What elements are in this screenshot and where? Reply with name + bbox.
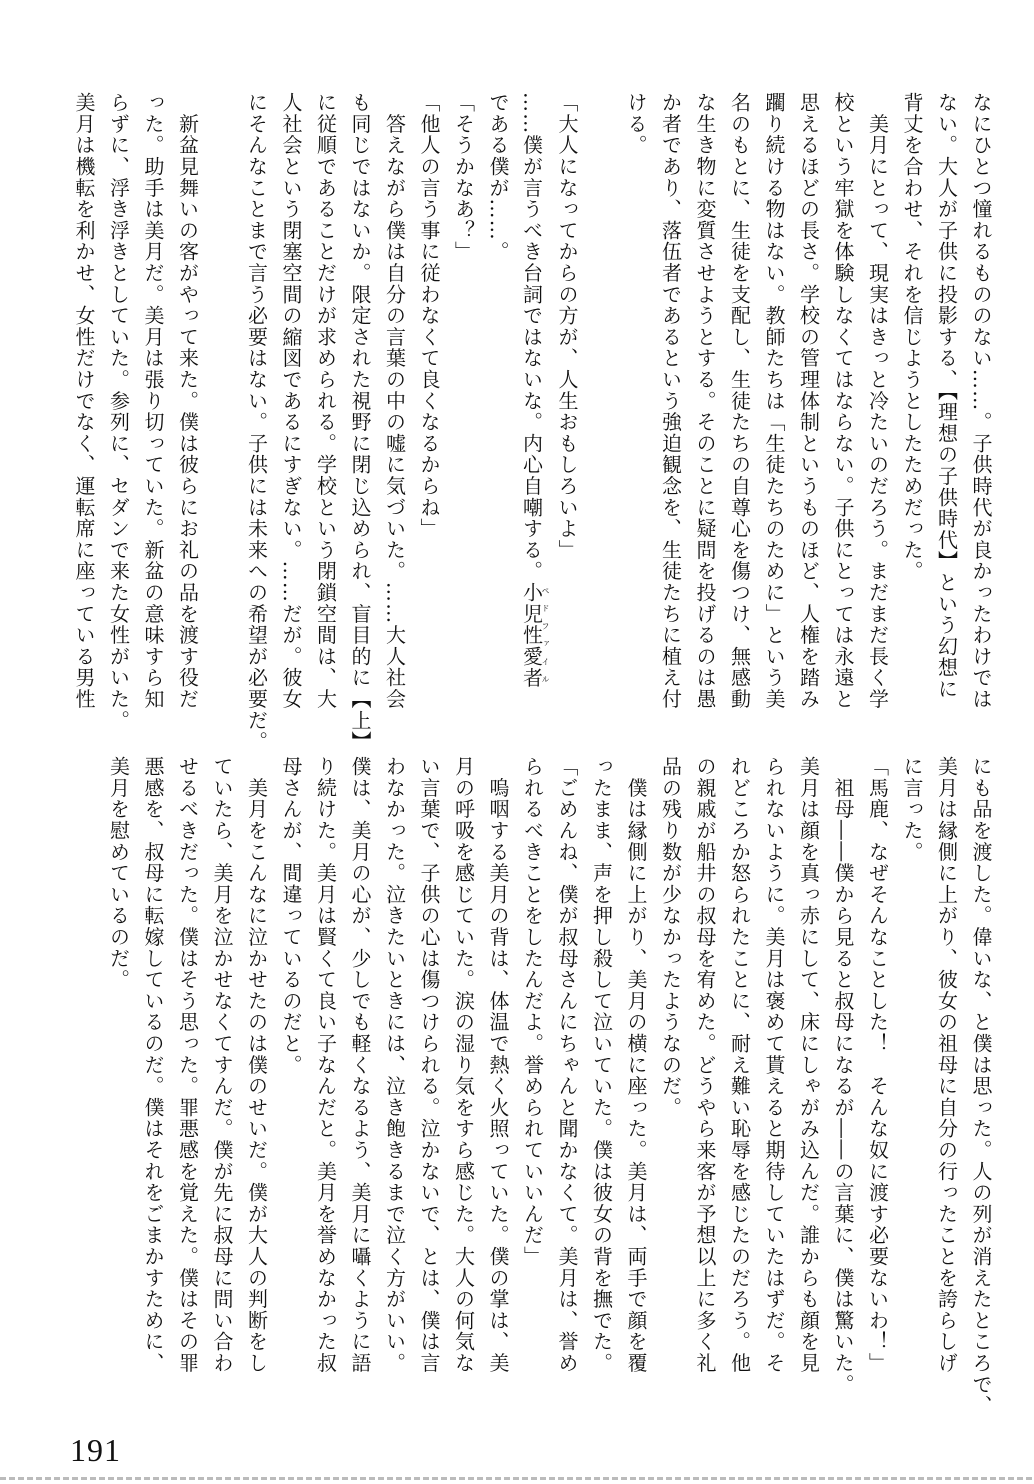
text-column: 「大人になってからの方が、人生おもしろいよ」 bbox=[555, 92, 579, 561]
text-column: にそんなことまで言う必要はない。子供には未来への希望が必要だ。 bbox=[244, 92, 269, 753]
page-number: 191 bbox=[70, 1432, 121, 1468]
text-column: 名のもとに、生徒を支配し、生徒たちの自尊心を傷つけ、無感動 bbox=[727, 92, 752, 710]
text-column: い言葉で、子供の心は傷つけられる。泣かないで、とは、僕は言 bbox=[417, 756, 441, 1374]
text-column: 美月にとって、現実はきっと冷たいのだろう。まだまだ長く学 bbox=[865, 92, 890, 710]
text-column: 美月は縁側に上がり、彼女の祖母に自分の行ったことを誇らしげ bbox=[934, 756, 959, 1374]
text-column: 月の呼吸を感じていた。涙の湿り気をすら感じた。大人の何気な bbox=[451, 756, 476, 1374]
text-column: せるべきだった。僕はそう思った。罪悪感を覚えた。僕はその罪 bbox=[175, 756, 200, 1374]
text-column: 「ごめんね、僕が叔母さんにちゃんと聞かなくて。美月は、誉め bbox=[555, 756, 579, 1374]
text-column: られないように。美月は褒めて貰えると期待していたはずだ。そ bbox=[762, 756, 786, 1374]
text-column: にも品を渡した。偉いな、と僕は思った。人の列が消えたところで、 bbox=[969, 756, 993, 1417]
text-column: 「他人の言う事に従わなくて良くなるからね」 bbox=[417, 92, 441, 540]
text-column: った。助手は美月だ。美月は張り切っていた。新盆の意味すら知 bbox=[141, 92, 165, 710]
text-column: ったまま、声を押し殺して泣いていた。僕は彼女の背を撫でた。 bbox=[589, 756, 614, 1374]
text-column: 僕は、美月の心が、少しでも軽くなるよう、美月に囁くように語 bbox=[348, 756, 372, 1374]
scan-artifact-line bbox=[0, 1477, 1034, 1480]
text-column: 美月を慰めているのだ。 bbox=[106, 756, 131, 991]
text-column: の親戚が船井の叔母を宥めた。どうやら来客が予想以上に多く礼 bbox=[693, 756, 717, 1374]
text-column: 美月は機転を利かせ、女性だけでなく、運転席に座っている男性 bbox=[72, 92, 96, 710]
text-column: 品の残り数が少なかったようなのだ。 bbox=[658, 756, 683, 1119]
text-column: 新盆見舞いの客がやって来た。僕は彼らにお礼の品を渡す役だ bbox=[175, 92, 200, 710]
text-column: ける。 bbox=[624, 92, 648, 156]
text-column: 祖母――僕から見ると叔母になるが――の言葉に、僕は驚いた。 bbox=[831, 756, 855, 1395]
text-column: 躙り続ける物はない。教師たちは「生徒たちのために」という美 bbox=[762, 92, 786, 710]
text-column: 人社会という閉塞空間の縮図であるにすぎない。……だが。彼女 bbox=[279, 92, 303, 710]
text-column bbox=[515, 92, 550, 732]
text-column: に従順であることだけが求められる。学校という閉鎖空間は、大 bbox=[313, 92, 338, 710]
text-column: 美月は顔を真っ赤にして、床にしゃがみ込んだ。誰からも顔を見 bbox=[796, 756, 821, 1374]
text-column: 「そうかなあ？」 bbox=[451, 92, 476, 263]
lower-text-block bbox=[101, 756, 998, 1421]
text-column: なにひとつ憧れるもののない……。子供時代が良かったわけでは bbox=[969, 92, 993, 710]
text-column: わなかった。泣きたいときには、泣き飽きるまで泣く方がいい。 bbox=[382, 756, 407, 1374]
text-column: 僕は縁側に上がり、美月の横に座った。美月は、両手で顔を覆 bbox=[624, 756, 648, 1374]
text-column: らずに、浮き浮きとしていた。参列に、セダンで来た女性がいた。 bbox=[106, 92, 131, 731]
text-column: 美月をこんなに泣かせたのは僕のせいだ。僕が大人の判断をし bbox=[244, 756, 269, 1374]
text-column: れどころか怒られたことに、耐え難い恥辱を感じたのだろう。他 bbox=[727, 756, 752, 1374]
text-column bbox=[205, 92, 240, 732]
text-column: 答えながら僕は自分の言葉の中の嘘に気づいた。……大人社会 bbox=[382, 92, 407, 710]
text-column: な生き物に変質させようとする。そのことに疑問を投げるのは愚 bbox=[693, 92, 717, 710]
ruby-base: 小児性愛者 bbox=[519, 581, 544, 689]
upper-text-block bbox=[67, 92, 999, 753]
text-column: 「馬鹿、なぜそんなことした！ そんな奴に渡す必要ないわ！」 bbox=[865, 756, 890, 1374]
text-column: り続けた。美月は賢くて良い子なんだと。美月を誉めなかった叔 bbox=[313, 756, 338, 1374]
text-column: 思えるほどの長さ。学校の管理体制というものほど、人権を踏み bbox=[796, 92, 821, 710]
text-column: られるべきことをしたんだよ。誉められていいんだ」 bbox=[520, 756, 545, 1268]
ruby-annotated-word bbox=[519, 581, 550, 689]
ruby-reading: ペドファイル bbox=[541, 581, 550, 689]
text-column: に言った。 bbox=[900, 756, 924, 863]
column-text: ……僕が言うべき台詞ではないな。内心自嘲する。 bbox=[519, 92, 544, 582]
text-column: 背丈を合わせ、それを信じようとしたためだった。 bbox=[900, 92, 924, 582]
text-column: 母さんが、間違っているのだと。 bbox=[279, 756, 303, 1076]
text-column: 校という牢獄を体験しなくてはならない。子供にとっては永遠と bbox=[831, 92, 855, 710]
text-column: 悪感を、叔母に転嫁しているのだ。僕はそれをごまかすために、 bbox=[141, 756, 165, 1374]
text-column: か者であり、落伍者であるという強迫観念を、生徒たちに植え付 bbox=[658, 92, 683, 710]
text-column: 嗚咽する美月の背は、体温で熱く火照っていた。僕の掌は、美 bbox=[486, 756, 510, 1374]
text-column: ていたら、美月を泣かせなくてすんだ。僕が先に叔母に問い合わ bbox=[210, 756, 234, 1374]
text-column: も同じではないか。限定された視野に閉じ込められ、盲目的に【上】 bbox=[348, 92, 372, 753]
text-column: である僕が……。 bbox=[486, 92, 510, 263]
text-column: ない。大人が子供に投影する、【理想の子供時代】という幻想に bbox=[934, 92, 959, 700]
text-column bbox=[584, 92, 619, 732]
